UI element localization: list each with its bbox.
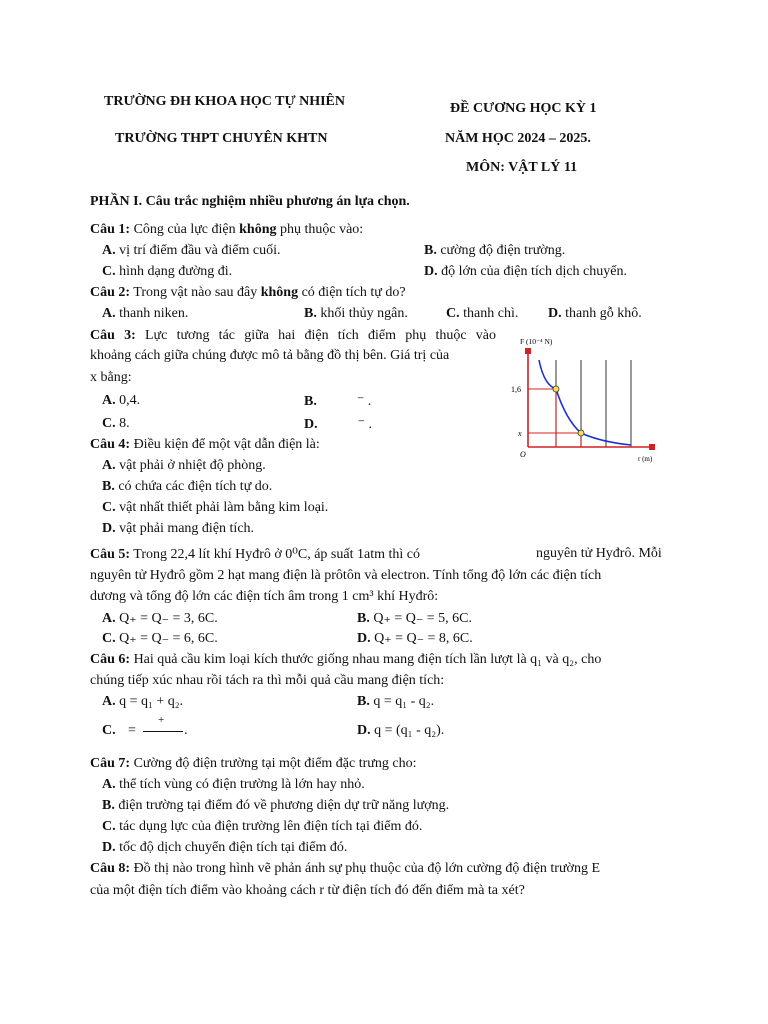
question-number: Câu 8:	[90, 861, 131, 876]
school-name-2: TRƯỜNG THPT CHUYÊN KHTN	[115, 131, 328, 146]
question-8-line-2: của một điện tích điểm vào khoảng cách r từ điện tích đó đến điểm mà ta xét?	[90, 883, 525, 898]
emphasis: không	[239, 222, 277, 237]
question-number: Câu 6:	[90, 652, 131, 667]
question-number: Câu 1:	[90, 222, 131, 237]
q2-option-b: B. khối thủy ngân.	[304, 306, 408, 321]
q3-option-a: A. 0,4.	[102, 393, 141, 408]
y-axis-arrow	[525, 348, 531, 354]
question-6-line-1: Câu 6: Hai quả cầu kim loại kích thước giống nhau mang điện tích lần lượt là q₁ và q₂, cho	[90, 652, 602, 667]
question-1: Câu 1: Công của lực điện không phụ thuộc vào:	[90, 222, 364, 237]
data-point	[578, 430, 584, 436]
q6-option-d: D. q = (q₁ - q₂).	[357, 723, 445, 738]
question-6-line-2: chúng tiếp xúc nhau rồi tách ra thì mỗi quả cầu mang điện tích:	[90, 673, 445, 688]
school-year: NĂM HỌC 2024 – 2025.	[445, 131, 591, 146]
q3-option-c: C. 8.	[102, 416, 130, 431]
q1-option-d: D. độ lớn của điện tích dịch chuyển.	[424, 264, 627, 279]
q2-option-a: A. thanh niken.	[102, 306, 189, 321]
question-number: Câu 4:	[90, 437, 131, 452]
question-8-line-1: Câu 8: Đồ thị nào trong hình vẽ phản ánh sự phụ thuộc của độ lớn cường độ điện trường E	[90, 861, 601, 876]
q4-option-a: A. vật phải ở nhiệt độ phòng.	[102, 458, 266, 473]
q3-option-d: D. ⁻ .	[304, 417, 373, 432]
q5-option-c: C. Q₊ = Q₋ = 6, 6C.	[102, 631, 218, 646]
section-title: PHẦN I. Câu trắc nghiệm nhiều phương án lựa chọn.	[90, 194, 410, 209]
question-5-line-1-end: nguyên tử Hyđrô. Mỗi	[536, 546, 662, 561]
q4-option-b: B. có chứa các điện tích tự do.	[102, 479, 273, 494]
school-name-1: TRƯỜNG ĐH KHOA HỌC TỰ NHIÊN	[104, 94, 346, 109]
data-point	[553, 386, 559, 392]
q6-option-c: C.	[102, 723, 116, 738]
subject: MÔN: VẬT LÝ 11	[466, 160, 578, 175]
q4-option-c: C. vật nhất thiết phải làm bằng kim loại.	[102, 500, 329, 515]
q7-option-a: A. thể tích vùng có điện trường là lớn hay nhỏ.	[102, 777, 365, 792]
q6-option-c-eq: =	[128, 723, 136, 738]
question-number: Câu 3:	[90, 328, 136, 343]
force-curve	[539, 360, 631, 445]
q5-option-b: B. Q₊ = Q₋ = 5, 6C.	[357, 611, 472, 626]
force-distance-graph	[506, 330, 666, 470]
q3-option-b: B. ⁻ .	[304, 394, 372, 409]
tick-label: 1,6	[511, 385, 521, 394]
question-3-line-2: khoảng cách giữa chúng được mô tả bằng đồ thị bên. Giá trị của	[90, 348, 450, 363]
q1-option-a: A. vị trí điểm đầu và điểm cuối.	[102, 243, 281, 258]
question-5-line-2: nguyên tử Hyđrô gồm 2 hạt mang điện là prôtôn và electron. Tính tổng độ lớn các điện tích	[90, 568, 602, 583]
q6-option-b: B. q = q₁ - q₂.	[357, 694, 435, 709]
q6-option-a: A. q = q₁ + q₂.	[102, 694, 184, 709]
question-3-line-1: Câu 3: Lực tương tác giữa hai điện tích điểm phụ thuộc vào	[90, 328, 496, 343]
tick-label: x	[518, 429, 522, 438]
question-number: Câu 5:	[90, 547, 131, 562]
doc-title: ĐỀ CƯƠNG HỌC KỲ 1	[450, 101, 597, 116]
q6-option-c-plus: +	[158, 714, 165, 726]
fraction-bar	[143, 731, 183, 732]
q6-option-c-end: .	[184, 723, 188, 738]
q4-option-d: D. vật phải mang điện tích.	[102, 521, 255, 536]
q1-option-c: C. hình dạng đường đi.	[102, 264, 233, 279]
q2-option-d: D. thanh gỗ khô.	[548, 306, 642, 321]
question-5-line-1: Câu 5: Trong 22,4 lít khí Hyđrô ở 0⁰C, áp suất 1atm thì có	[90, 547, 420, 562]
q5-option-d: D. Q₊ = Q₋ = 8, 6C.	[357, 631, 473, 646]
q1-option-b: B. cường độ điện trường.	[424, 243, 566, 258]
x-axis-arrow	[649, 444, 655, 450]
question-7: Câu 7: Cường độ điện trường tại một điểm đặc trưng cho:	[90, 756, 417, 771]
q7-option-d: D. tốc độ dịch chuyển điện tích tại điểm đó.	[102, 840, 348, 855]
origin-label: O	[520, 450, 526, 459]
q7-option-c: C. tác dụng lực của điện trường lên điện tích tại điểm đó.	[102, 819, 423, 834]
question-number: Câu 2:	[90, 285, 131, 300]
q5-option-a: A. Q₊ = Q₋ = 3, 6C.	[102, 611, 218, 626]
question-3-line-3: x bằng:	[90, 370, 132, 385]
x-axis-label: r (m)	[638, 455, 653, 463]
emphasis: không	[260, 285, 299, 300]
question-5-line-3: dương và tổng độ lớn các điện tích âm trong 1 cm³ khí Hyđrô:	[90, 589, 439, 604]
question-4: Câu 4: Điều kiện để một vật dẫn điện là:	[90, 437, 320, 452]
q2-option-c: C. thanh chì.	[446, 306, 519, 321]
question-number: Câu 7:	[90, 756, 131, 771]
y-axis-label: F (10⁻⁴ N)	[520, 337, 553, 346]
q7-option-b: B. điện trường tại điểm đó về phương diện dự trữ năng lượng.	[102, 798, 450, 813]
question-2: Câu 2: Trong vật nào sau đây không có điện tích tự do?	[90, 285, 406, 300]
